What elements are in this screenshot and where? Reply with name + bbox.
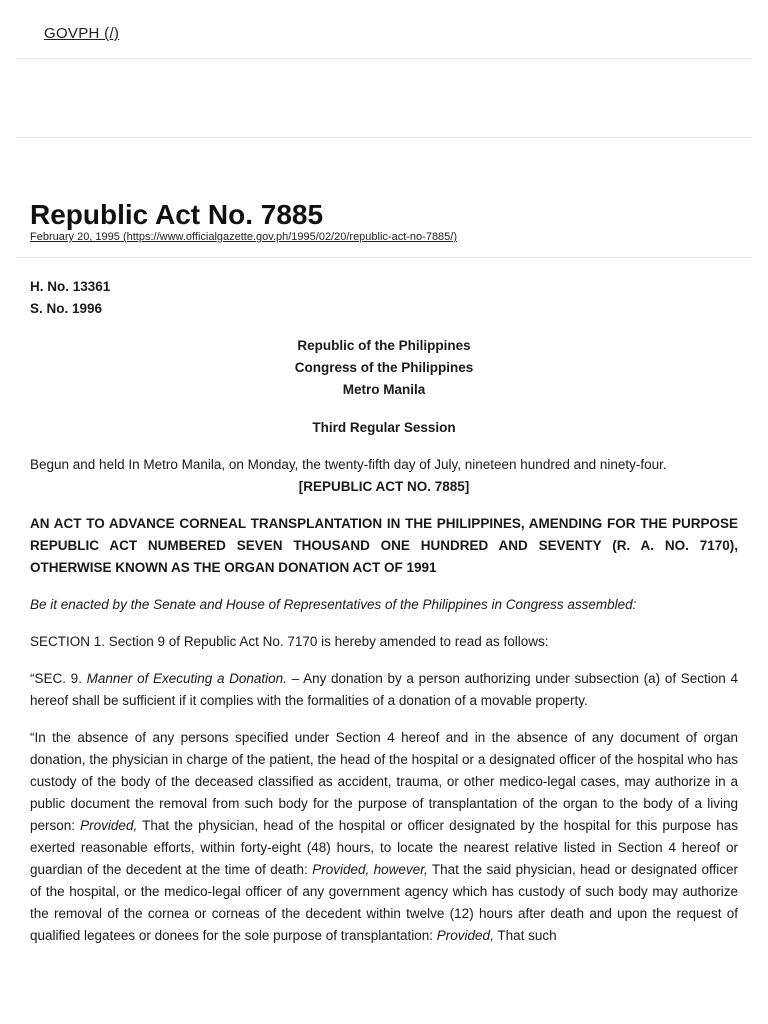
govph-link[interactable]: GOVPH (/) <box>44 25 120 42</box>
issuing-body <box>30 335 738 401</box>
page-title: Republic Act No. 7885 <box>30 199 324 230</box>
proviso-2: Provided, however, <box>312 862 428 877</box>
absence-part-2: That the physician, head of the hospital or officer designated by the hospital for this purpose has exerted reasonable efforts, within forty-eight (48) hours, to locate the nearest relative listed in Section 4 hereof or guardian of the decedent at the time of death: <box>30 818 739 877</box>
article-header <box>0 138 768 257</box>
house-bill-number: H. No. 13361 <box>30 279 111 294</box>
top-nav <box>0 0 768 58</box>
section-1: SECTION 1. Section 9 of Republic Act No. 7170 is hereby amended to read as follows: <box>30 634 549 649</box>
absence-part-4: That such <box>493 928 557 943</box>
ra-heading: [REPUBLIC ACT NO. 7885] <box>298 479 470 494</box>
sec-9-text: – Any donation by a person authorizing under subsection (a) of Section 4 hereof shall be sufficient if it complies with the formalities of a donation of a movable property. <box>30 671 739 708</box>
proviso-3: Provided, <box>436 928 494 943</box>
enacting-clause: Be it enacted by the Senate and House of Representatives of the Philippines in Congress assembled: <box>30 597 637 612</box>
proviso-1: Provided, <box>80 818 138 833</box>
bill-numbers <box>30 276 738 320</box>
congress-line: Congress of the Philippines <box>294 360 474 375</box>
begun-paragraph: Begun and held In Metro Manila, on Monday, the twenty-fifth day of July, nineteen hundred and ninety-four. <box>30 457 667 472</box>
absence-part-3: That the said physician, head or designated officer of the hospital, or the medico-legal officer of any government agency which has custody of such body may authorize the removal of the cornea or corneas of the decedent within twelve (12) hours after death and upon the request of qualified legatees or donees for the sole purpose of transplantation: <box>30 862 738 943</box>
banner-area <box>0 59 768 137</box>
republic-line: Republic of the Philippines <box>297 338 471 353</box>
sec-9-prefix: “SEC. 9. <box>30 671 87 686</box>
senate-bill-number: S. No. 1996 <box>30 301 103 316</box>
publish-date-link[interactable]: February 20, 1995 (https://www.officialgazette.gov.ph/1995/02/20/republic-act-no-7885/) <box>30 231 458 243</box>
absence-paragraph <box>30 727 738 947</box>
session-line: Third Regular Session <box>312 420 456 435</box>
act-title: AN ACT TO ADVANCE CORNEAL TRANSPLANTATION IN THE PHILIPPINES, AMENDING FOR THE PURPOSE REPUBLIC ACT NUMBERED SEVEN THOUSAND ONE HUNDRED AND SEVENTY (R. A. NO. 7170), OTHERWISE KNOWN AS THE ORGAN DONATION ACT OF 1991 <box>30 516 738 575</box>
city-line: Metro Manila <box>342 382 426 397</box>
sec-9-heading: Manner of Executing a Donation. <box>86 671 287 686</box>
absence-part-1: “In the absence of any persons specified under Section 4 hereof and in the absence of any document of organ donation, the physician in charge of the patient, the head of the hospital or a designated officer of the hospital who has custody of the body of the deceased classified as accident, trauma, or other medico-legal cases, may authorize in a public document the removal from such body for the purpose of transplantation of the organ to the body of a living person: <box>30 730 738 833</box>
sec-9-paragraph <box>30 668 738 712</box>
article-body <box>0 258 768 947</box>
